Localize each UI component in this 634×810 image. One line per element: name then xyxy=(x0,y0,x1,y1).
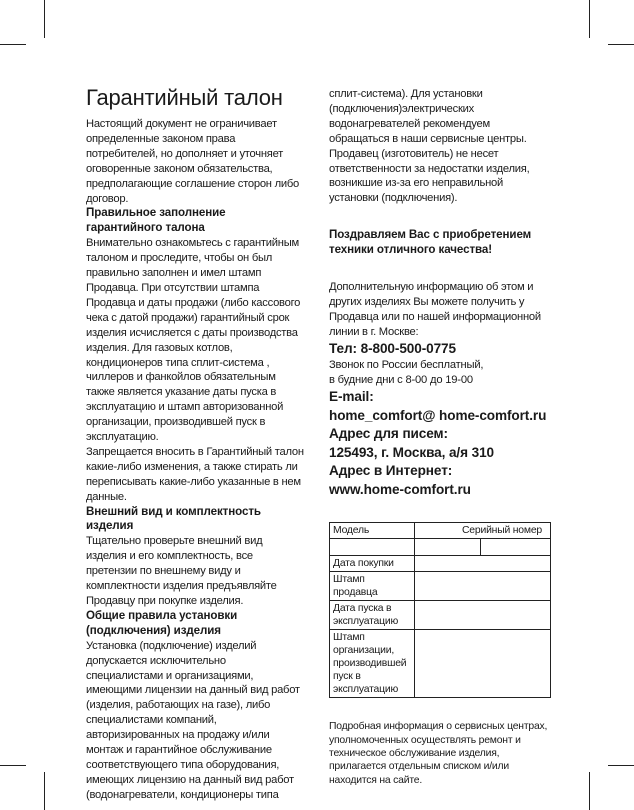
table-row xyxy=(330,601,551,630)
serial-label: Серийный номер xyxy=(414,523,550,539)
seller-stamp-value-cell[interactable] xyxy=(414,572,550,601)
installation-continued-paragraph: сплит-система). Для установки (подключения)электрических водонагревателей рекомендуем обращаться в наши сервисные центры. Продавец (изготовитель) не несет ответственности за недостатки изделия, возникшие из-за его неправильной установки (подключения). xyxy=(329,88,530,205)
page-title: Гарантийный талон xyxy=(86,85,283,110)
crop-mark xyxy=(0,765,26,766)
section-heading-appearance: Внешний вид и комплектность изделия xyxy=(86,504,261,533)
crop-mark xyxy=(608,44,634,45)
crop-mark xyxy=(44,0,45,38)
email-address: home_comfort@ home-comfort.ru xyxy=(329,407,547,423)
purchase-date-value-cell[interactable] xyxy=(414,556,550,572)
crop-mark xyxy=(608,765,634,766)
postal-address: 125493, г. Москва, а/я 310 xyxy=(329,444,494,460)
crop-mark xyxy=(0,44,26,45)
seller-stamp-label: Штамп продавца xyxy=(330,572,415,601)
congratulations-text: Поздравляем Вас с приобретением техники отличного качества! xyxy=(329,228,532,257)
web-address: www.home-comfort.ru xyxy=(329,481,471,497)
section-heading-filling: Правильное заполнение гарантийного талона xyxy=(86,206,226,235)
table-row xyxy=(330,572,551,601)
crop-mark xyxy=(44,772,45,810)
filling-paragraph: Внимательно ознакомьтесь с гарантийным талоном и проследите, чтобы он был правильно заполнен и имел штамп Продавца. При отсутствии штампа Продавца и даты продажи (либо кассового чека с датой продажи) гарантийный срок изделия исчисляется с даты производства изделия. Для газовых котлов, кондиционеров типа сплит-система , чиллеров и фанкойлов обязательным также является указание даты пуска в эксплуатацию и штамп авторизованной организации, производившей пуск в эксплуатацию. xyxy=(86,237,301,444)
web-label: Адрес в Интернет: xyxy=(329,463,453,479)
start-date-label: Дата пуска в эксплуатацию xyxy=(330,601,415,630)
org-stamp-value-cell[interactable] xyxy=(414,630,550,698)
section-heading-installation: Общие правила установки (подключения) изделия xyxy=(86,608,238,637)
model-label: Модель xyxy=(330,523,415,539)
serial-value-cell-2[interactable] xyxy=(481,539,551,556)
info-paragraph: Дополнительную информацию об этом и других изделиях Вы можете получить у Продавца или по нашей информационной линии в г. Москве: xyxy=(329,281,541,338)
purchase-date-label: Дата покупки xyxy=(330,556,415,572)
appearance-paragraph: Тщательно проверьте внешний вид изделия и его комплектность, все претензии по внешнему виду и комплектности изделия предъявляйте Продавцу при покупке изделия. xyxy=(86,535,277,607)
org-stamp-label: Штамп организации, производившей пуск в эксплуатацию xyxy=(330,630,415,698)
table-row xyxy=(330,523,551,539)
intro-paragraph: Настоящий документ не ограничивает определенные законом права потребителей, но дополняет и уточняет оговоренные законом обязательства, предполагающие соглашение сторон либо договор. xyxy=(86,118,299,205)
service-centers-note: Подробная информация о сервисных центрах, уполномоченных осуществлять ремонт и техническое обслуживание изделия, прилагается отдельным списком и/или находится на сайте. xyxy=(329,721,548,786)
warranty-table xyxy=(329,522,551,698)
crop-mark xyxy=(589,772,590,810)
phone-number: Тел: 8-800-500-0775 xyxy=(329,340,456,356)
table-row xyxy=(330,539,551,556)
serial-value-cell-1[interactable] xyxy=(414,539,481,556)
crop-mark xyxy=(589,0,590,38)
start-date-value-cell[interactable] xyxy=(414,601,550,630)
left-column xyxy=(86,86,304,803)
right-column xyxy=(329,87,551,798)
changes-paragraph: Запрещается вносить в Гарантийный талон какие-либо изменения, а также стирать ли переписывать какие-либо указанные в нем данные. xyxy=(86,445,304,503)
postal-label: Адрес для писем: xyxy=(329,426,448,442)
table-row xyxy=(330,556,551,572)
email-label: E-mail: xyxy=(329,389,374,405)
installation-paragraph: Установка (подключение) изделий допускается исключительно специалистами и организациями, имеющими лицензии на данный вид работ (изделия, работающих на газе), либо специалистами компаний, авторизированных на продажу и/или монтаж и гарантийное обслуживание соответствующего типа оборудования, имеющих лицензию на данный вид работ (водонагреватели, кондиционеры типа xyxy=(86,639,300,801)
table-row xyxy=(330,630,551,698)
phone-note-2: в будние дни с 8-00 до 19-00 xyxy=(329,374,473,387)
phone-note-1: Звонок по России бесплатный, xyxy=(329,359,484,372)
model-value-cell[interactable] xyxy=(330,539,415,556)
